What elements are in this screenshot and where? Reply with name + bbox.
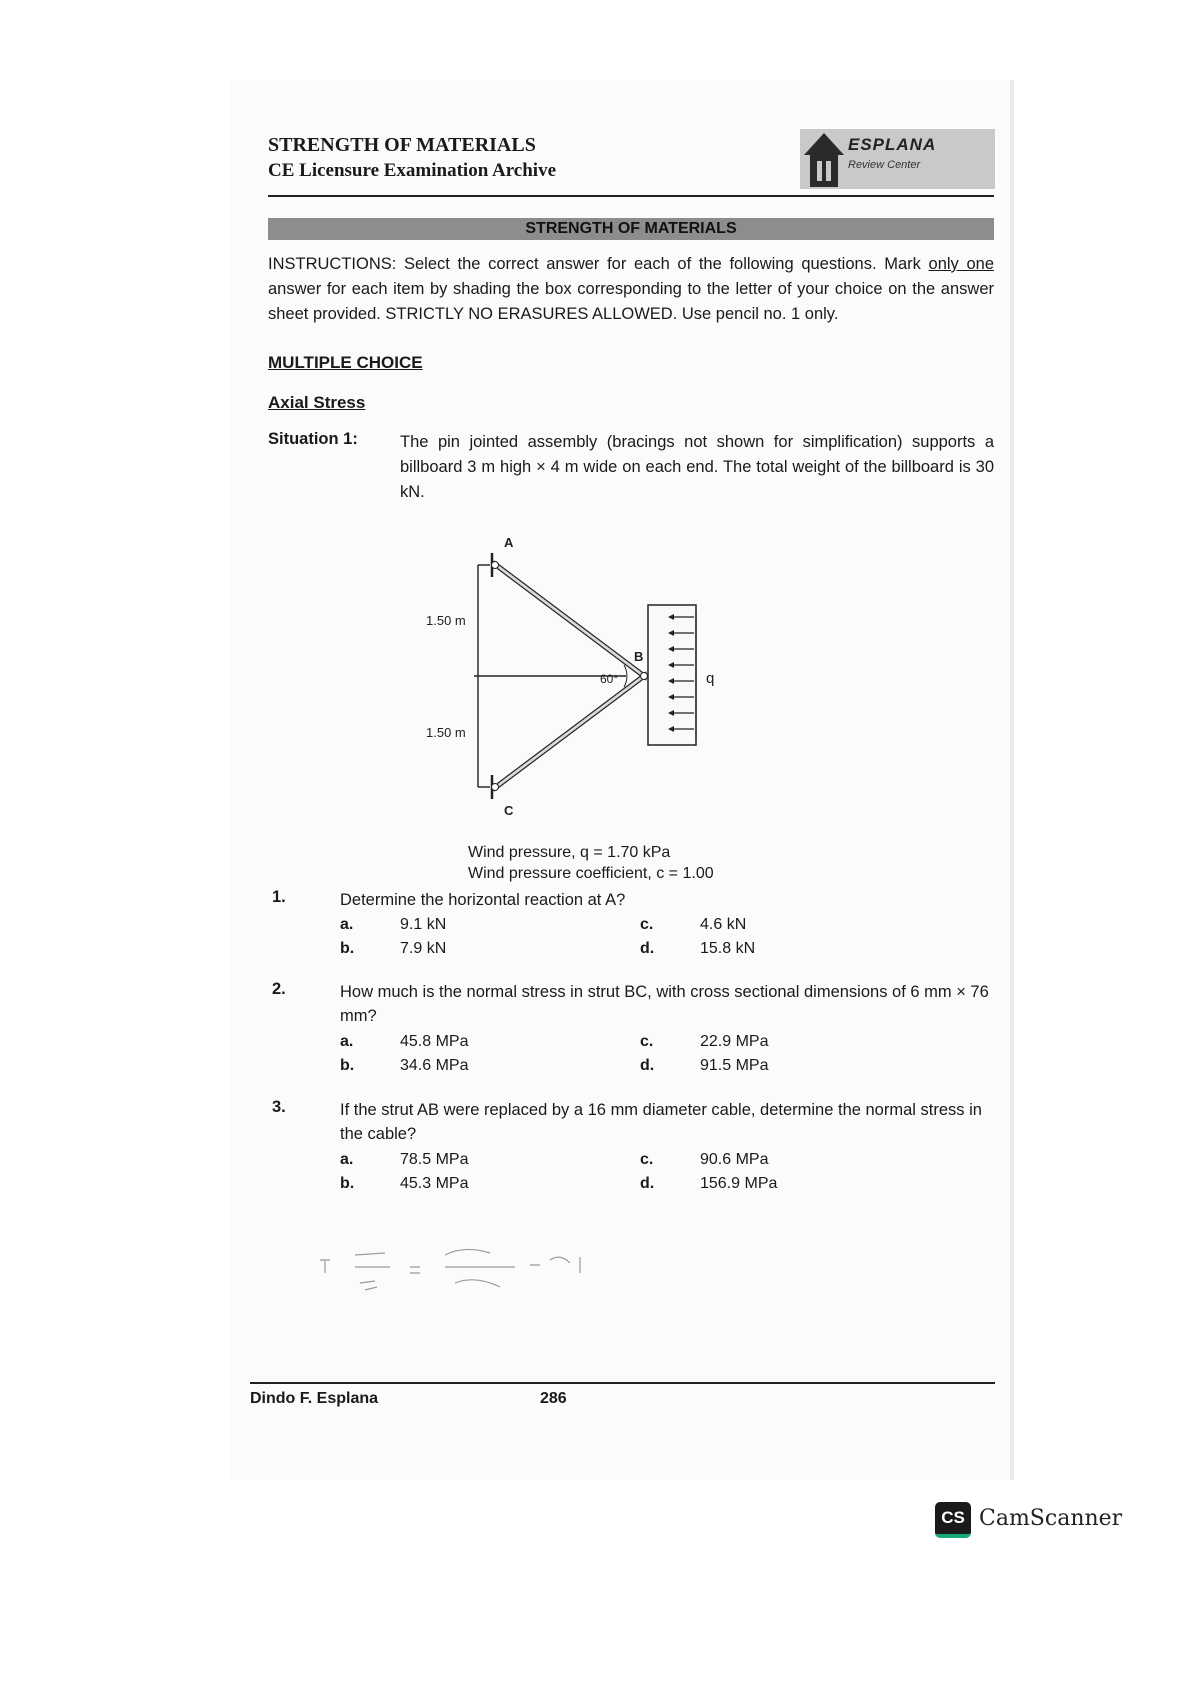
dimension-bottom: 1.50 m [426, 725, 466, 740]
truss-diagram [426, 525, 770, 835]
option-value: 90.6 MPa [700, 1151, 769, 1168]
question-number: 2. [272, 980, 286, 998]
header-subtitle: CE Licensure Examination Archive [268, 160, 557, 181]
option-letter: b. [340, 1057, 355, 1074]
option-value: 34.6 MPa [400, 1057, 469, 1074]
strut-bc [494, 672, 646, 791]
dimension-top: 1.50 m [426, 613, 466, 628]
option-letter: d. [640, 1057, 655, 1074]
option-value: 22.9 MPa [700, 1033, 769, 1050]
label-a: A [504, 535, 514, 550]
label-b: B [634, 649, 644, 664]
camscanner-logo-icon: CS [935, 1502, 971, 1538]
option-value: 4.6 kN [700, 916, 747, 933]
question-number: 1. [272, 888, 286, 906]
pin-c [492, 784, 499, 791]
strut-ab [494, 561, 646, 680]
option-letter: a. [340, 1033, 354, 1050]
header-title: STRENGTH OF MATERIALS [268, 134, 536, 156]
document-page [230, 80, 1010, 1480]
billboard [648, 605, 696, 745]
situation-label: Situation 1: [268, 430, 358, 448]
situation-text: The pin jointed assembly (bracings not shown for simplification) supports a billboard 3 m high × 4 m wide on each end. The total weight of the billboard is 30 kN. [400, 433, 994, 501]
option-letter: c. [640, 1033, 654, 1050]
option-value: 156.9 MPa [700, 1175, 778, 1192]
topic-heading: Axial Stress [268, 393, 366, 412]
option-value: 7.9 kN [400, 940, 447, 957]
option-letter: c. [640, 916, 654, 933]
option-letter: a. [340, 916, 354, 933]
question-number: 3. [272, 1098, 286, 1116]
wind-data [468, 842, 714, 884]
pin-b [641, 673, 648, 680]
wind-pressure: Wind pressure, q = 1.70 kPa [468, 844, 671, 861]
footer-rule [250, 1382, 995, 1384]
option-value: 78.5 MPa [400, 1151, 469, 1168]
option-value: 45.3 MPa [400, 1175, 469, 1192]
section-band: STRENGTH OF MATERIALS [268, 218, 994, 240]
option-letter: a. [340, 1151, 354, 1168]
question-text: Determine the horizontal reaction at A? [340, 891, 626, 909]
section-heading: MULTIPLE CHOICE [268, 353, 423, 372]
page-number: 286 [540, 1390, 567, 1407]
instructions-emphasis: only one [928, 255, 994, 273]
option-letter: b. [340, 1175, 355, 1192]
option-letter: d. [640, 940, 655, 957]
handwritten-scribble [315, 1235, 635, 1305]
label-c: C [504, 803, 514, 818]
label-q: q [706, 670, 715, 687]
option-letter: b. [340, 940, 355, 957]
wind-coefficient: Wind pressure coefficient, c = 1.00 [468, 865, 714, 882]
logo-brand: ESPLANA [848, 135, 937, 154]
logo-tagline: Review Center [848, 159, 921, 171]
option-letter: d. [640, 1175, 655, 1192]
instructions-lead: INSTRUCTIONS: Select the correct answer for each of the following questions. Mark [268, 255, 929, 273]
option-value: 91.5 MPa [700, 1057, 769, 1074]
option-value: 45.8 MPa [400, 1033, 469, 1050]
pin-a [492, 562, 499, 569]
option-value: 15.8 kN [700, 940, 756, 957]
camscanner-label: CamScanner [979, 1506, 1123, 1531]
question-text: How much is the normal stress in strut BC, with cross sectional dimensions of 6 mm × 76 mm? [340, 983, 989, 1025]
question-text: If the strut AB were replaced by a 16 mm diameter cable, determine the normal stress in the cable? [340, 1101, 982, 1143]
instructions [268, 252, 994, 327]
angle-label: 60° [600, 672, 619, 686]
option-value: 9.1 kN [400, 916, 447, 933]
header-rule [268, 195, 994, 197]
option-letter: c. [640, 1151, 654, 1168]
footer-author: Dindo F. Esplana [250, 1390, 379, 1407]
instructions-rest: answer for each item by shading the box corresponding to the letter of your choice on the answer sheet provided. STRICTLY NO ERASURES ALLOWED. Use pencil no. 1 only. [268, 280, 994, 323]
esplana-logo [800, 125, 995, 195]
